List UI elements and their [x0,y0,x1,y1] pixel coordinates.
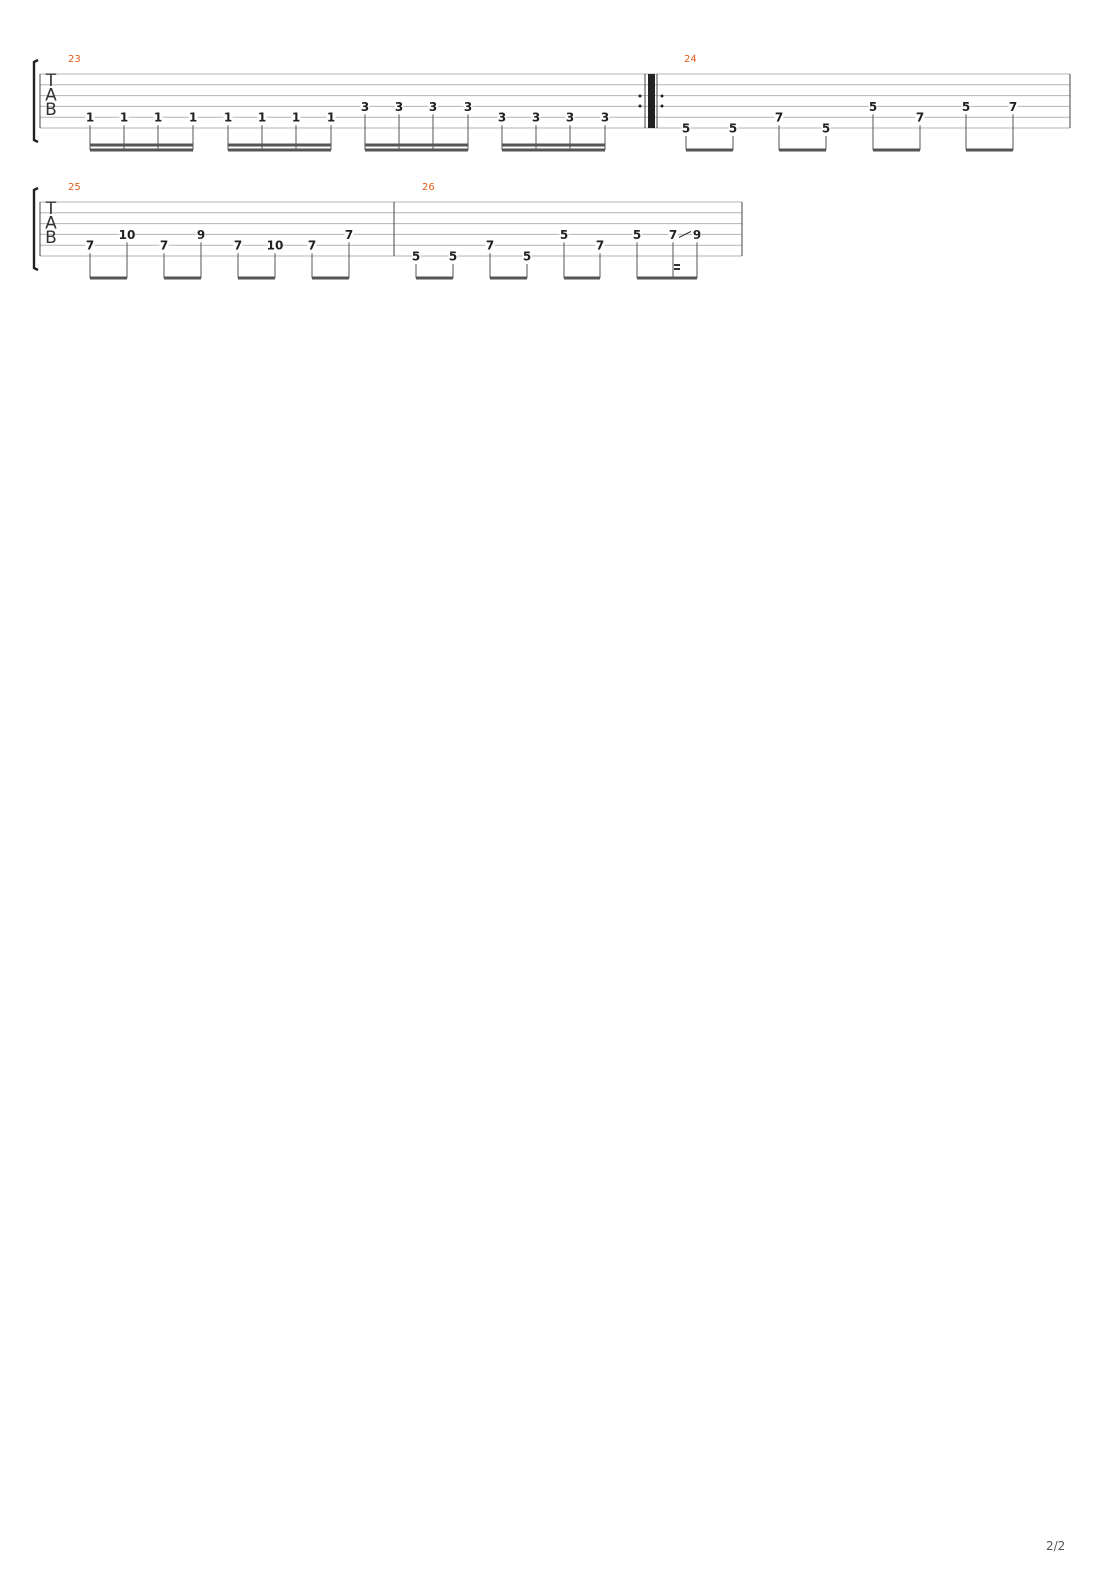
tab-system [34,54,1070,152]
beam [365,144,468,147]
fret-number: 1 [153,110,163,125]
repeat-dot [661,95,664,98]
fret-number: 1 [257,110,267,125]
measure-number: 24 [684,54,697,65]
fret-number: 3 [600,110,610,125]
repeat-dot [639,95,642,98]
fret-number: 7 [85,238,95,253]
fret-number: 7 [233,238,243,253]
fret-number: 1 [291,110,301,125]
beam [164,277,201,280]
fret-number: 7 [774,110,784,125]
fret-number: 5 [821,121,831,136]
beam [779,149,826,152]
beam [637,277,697,280]
fret-number: 5 [632,227,642,242]
fret-number: 1 [223,110,233,125]
fret-number: 3 [497,110,507,125]
fret-number: 7 [485,238,495,253]
fret-number: 7 [307,238,317,253]
fret-number: 1 [326,110,336,125]
beam [312,277,349,280]
fret-number: 7 [159,238,169,253]
beam [238,277,275,280]
measure [68,54,664,152]
tab-clef-letter: B [45,228,57,248]
beam [490,277,527,280]
fret-number: 9 [196,227,206,242]
measure [412,182,743,280]
fret-number: 7 [595,238,605,253]
fret-number: 5 [559,227,569,242]
beam [966,149,1013,152]
fret-number: 7 [915,110,925,125]
fret-number: 3 [360,99,370,114]
fret-number: 3 [565,110,575,125]
tremolo-mark [674,268,680,270]
measure-number: 23 [68,54,81,65]
fret-number: 5 [961,99,971,114]
fret-number: 10 [266,238,284,253]
measure [68,182,394,280]
fret-number: 5 [868,99,878,114]
beam [228,149,331,152]
tab-clef-letter: A [45,85,57,106]
tab-system [34,182,742,280]
fret-number: 3 [394,99,404,114]
beam [365,149,468,152]
beam [873,149,920,152]
repeat-dot [661,105,664,108]
fret-number: 10 [118,227,136,242]
tab-clef-letter: B [45,100,57,120]
page-number: 2/2 [1046,1539,1066,1553]
beam [502,144,605,147]
beam [686,149,733,152]
beam [228,144,331,147]
beam [90,149,193,152]
system-bracket [34,188,38,270]
fret-number: 5 [448,249,458,264]
fret-number: 3 [428,99,438,114]
beam [564,277,600,280]
fret-number: 5 [728,121,738,136]
measure-number: 25 [68,182,81,193]
fret-number: 7 [668,227,678,242]
tremolo-mark [674,264,680,266]
fret-number: 5 [411,249,421,264]
system-bracket [34,60,38,142]
fret-number: 5 [522,249,532,264]
tab-clef-letter: T [45,71,57,91]
beam [416,277,453,280]
fret-number: 3 [463,99,473,114]
repeat-dot [639,105,642,108]
fret-number: 1 [119,110,129,125]
measure [682,54,1071,152]
fret-number: 1 [188,110,198,125]
fret-number: 7 [1008,99,1018,114]
thick-barline [648,74,655,128]
tab-clef-letter: A [45,213,57,234]
beam [90,277,127,280]
tab-clef-letter: T [45,199,57,219]
fret-number: 9 [692,227,702,242]
fret-number: 3 [531,110,541,125]
beam [502,149,605,152]
measure-number: 26 [422,182,435,193]
beam [90,144,193,147]
fret-number: 7 [344,227,354,242]
fret-number: 1 [85,110,95,125]
fret-number: 5 [681,121,691,136]
